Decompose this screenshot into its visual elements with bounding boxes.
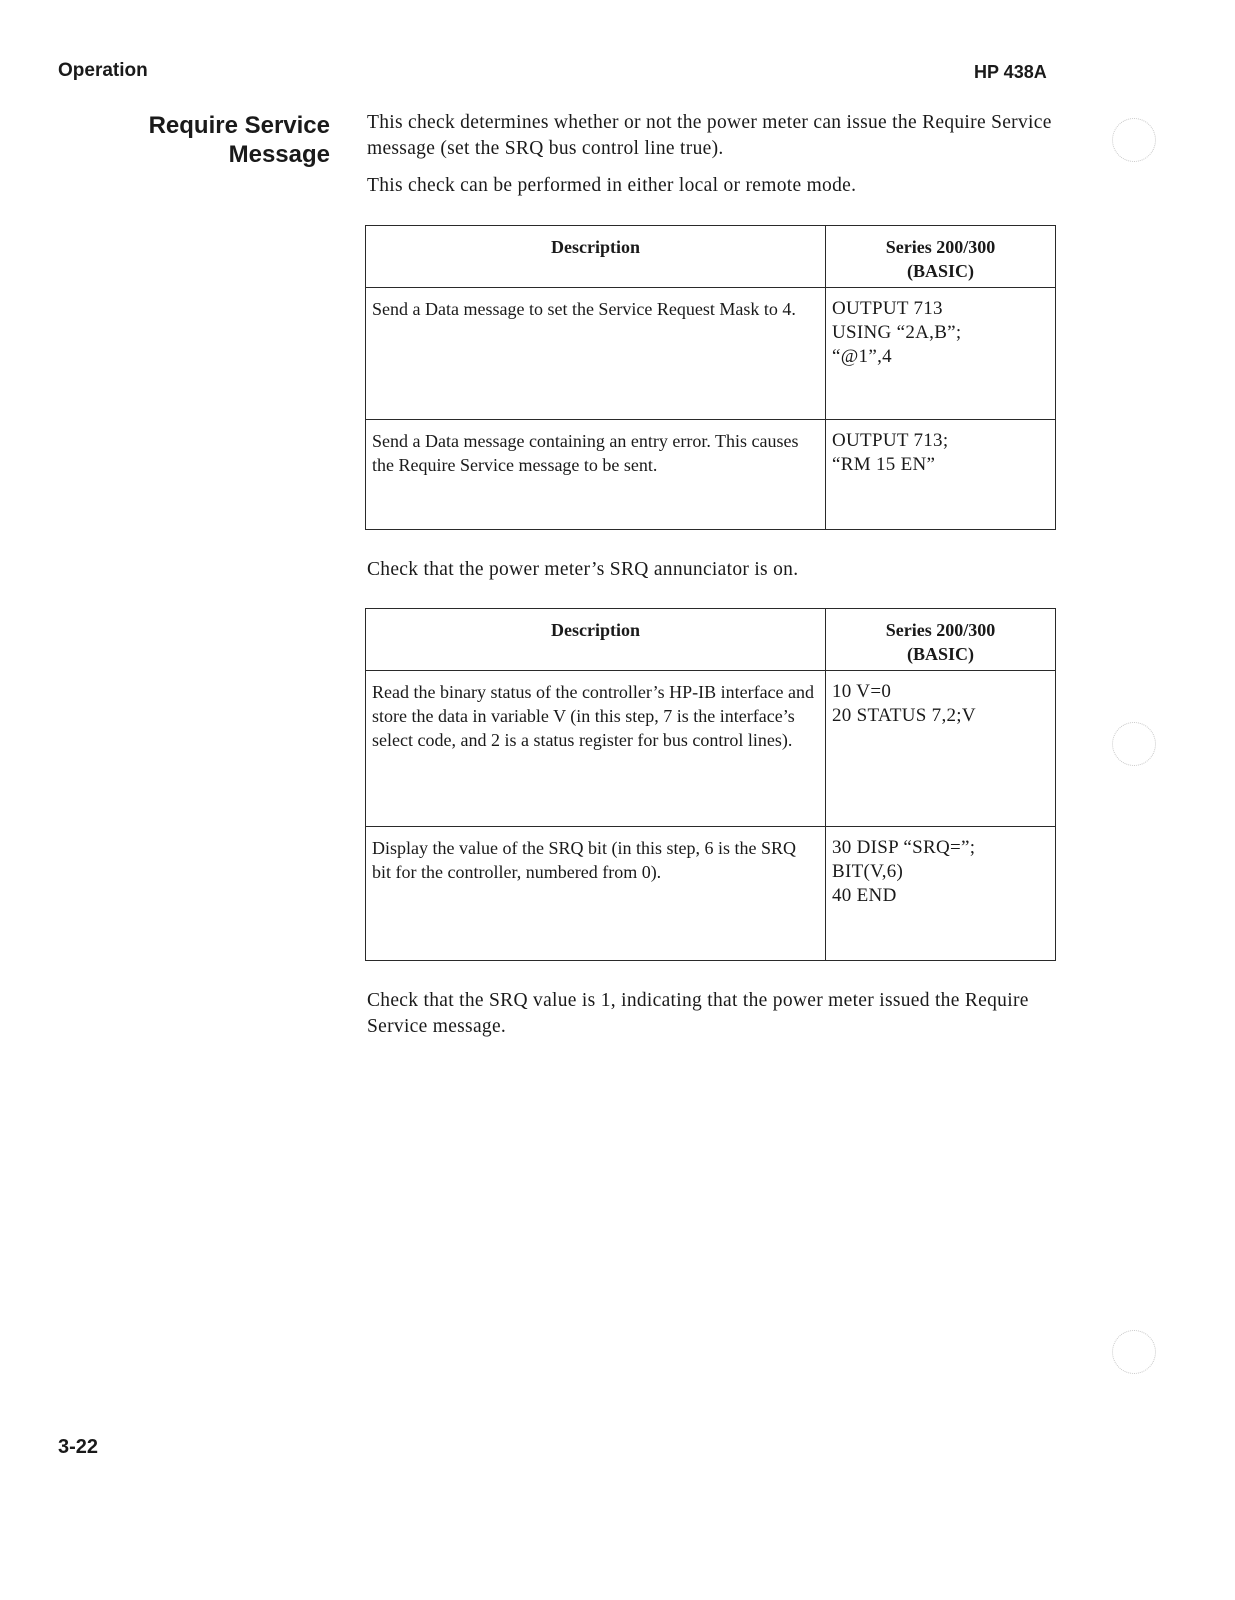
column-header-series (826, 226, 1056, 288)
row-code (826, 288, 1056, 420)
binder-hole-bottom (1112, 1330, 1156, 1374)
row-description: Read the binary status of the controller’s HP-IB interface and store the data in variable V (in this step, 7 is the interface’s select code, and 2 is a status register for bus control lines). (366, 671, 826, 827)
column-header-description: Description (366, 609, 826, 671)
section-title (100, 111, 330, 169)
code-line: OUTPUT 713 (832, 298, 943, 319)
column-header-description: Description (366, 226, 826, 288)
code-line: “@1”,4 (832, 346, 892, 367)
row-description: Send a Data message containing an entry error. This causes the Require Service message to be sent. (366, 420, 826, 530)
column-header-series-line-1: Series 200/300 (885, 620, 996, 640)
code-line: “RM 15 EN” (832, 454, 936, 475)
column-header-series-line-1: Series 200/300 (885, 237, 996, 257)
column-header-series-line-2: (BASIC) (906, 261, 974, 281)
code-line: 40 END (832, 885, 897, 906)
table-row (366, 827, 1056, 961)
table-row (366, 288, 1056, 420)
table-row (366, 671, 1056, 827)
row-code (826, 671, 1056, 827)
section-title-line-1: Require Service (148, 112, 330, 139)
binder-hole-middle (1112, 722, 1156, 766)
check-annunciator: Check that the power meter’s SRQ annunciator is on. (367, 559, 799, 580)
header-section: Operation (58, 60, 148, 81)
table-header-row (366, 226, 1056, 288)
row-code (826, 420, 1056, 530)
column-header-series-line-2: (BASIC) (906, 644, 974, 664)
header-model: HP 438A (974, 62, 1047, 82)
row-description: Display the value of the SRQ bit (in this step, 6 is the SRQ bit for the controller, numbered from 0). (366, 827, 826, 961)
code-line: BIT(V,6) (832, 861, 904, 882)
mode-note: This check can be performed in either local or remote mode. (367, 175, 857, 196)
section-title-line-2: Message (228, 141, 330, 168)
table-header-row (366, 609, 1056, 671)
binder-hole-top (1112, 118, 1156, 162)
row-code (826, 827, 1056, 961)
row-description: Send a Data message to set the Service Request Mask to 4. (366, 288, 826, 420)
table-row (366, 420, 1056, 530)
code-line: USING “2A,B”; (832, 322, 962, 343)
intro-paragraph: This check determines whether or not the power meter can issue the Require Service message (set the SRQ bus control line true). (367, 112, 1052, 159)
code-line: 10 V=0 (832, 681, 892, 702)
command-table-1 (365, 225, 1056, 530)
code-line: OUTPUT 713; (832, 430, 949, 451)
column-header-series (826, 609, 1056, 671)
check-srq-value: Check that the SRQ value is 1, indicating that the power meter issued the Require Service message. (367, 990, 1029, 1037)
code-line: 30 DISP “SRQ=”; (832, 837, 976, 858)
command-table-2 (365, 608, 1056, 961)
code-line: 20 STATUS 7,2;V (832, 705, 976, 726)
page-number: 3-22 (58, 1436, 99, 1458)
